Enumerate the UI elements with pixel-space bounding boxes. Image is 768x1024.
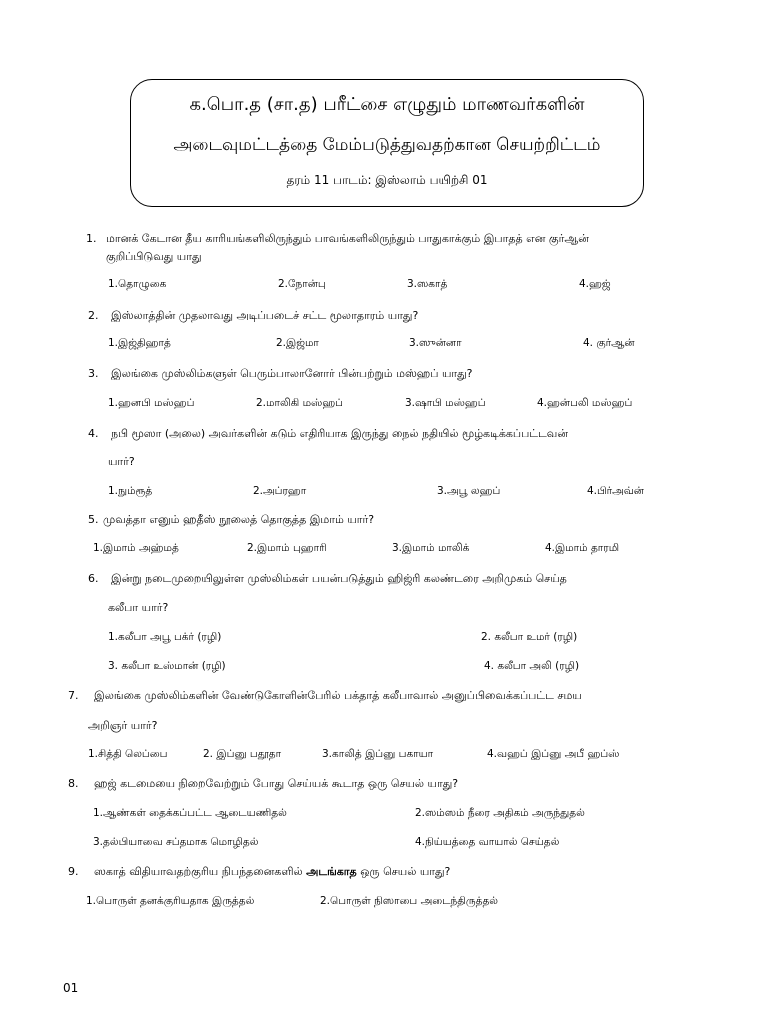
question-1-text-cont: குறிப்பிடுவது யாது bbox=[106, 250, 202, 263]
question-8-option-2[interactable]: 2.ஸம்ஸம் நீரை அதிகம் அருந்துதல் bbox=[415, 807, 585, 819]
question-7-number: 7. bbox=[68, 689, 79, 702]
question-3-option-2[interactable]: 2.மாலிகி மஸ்ஹப் bbox=[256, 397, 343, 409]
question-5-text: முவத்தா எனும் ஹதீஸ் நூலைத் தொகுத்த இமாம் யார்? bbox=[103, 513, 375, 526]
question-1-number: 1. bbox=[86, 232, 97, 245]
question-1-option-4[interactable]: 4.ஹஜ் bbox=[579, 278, 611, 290]
question-9-option-1[interactable]: 1.பொருள் தனக்குரியதாக இருத்தல் bbox=[86, 895, 255, 907]
question-4-number: 4. bbox=[88, 427, 99, 440]
question-5-option-2[interactable]: 2.இமாம் புஹாரி bbox=[247, 542, 327, 554]
question-3-option-4[interactable]: 4.ஹன்பலி மஸ்ஹப் bbox=[537, 397, 633, 409]
question-2-text: இஸ்லாத்தின் முதலாவது அடிப்படைச் சட்ட மூலாதாரம் யாது? bbox=[111, 309, 419, 322]
question-2-option-2[interactable]: 2.இஜ்மா bbox=[276, 337, 319, 349]
question-6-option-2[interactable]: 2. கலீபா உமர் (ரழி) bbox=[481, 631, 578, 643]
header-line-1: க.பொ.த (சா.த) பரீட்சை எழுதும் மாணவர்களின் bbox=[189, 94, 585, 115]
header-line-2: அடைவுமட்டத்தை மேம்படுத்துவதற்கான செயற்றிட்டம் bbox=[173, 135, 601, 155]
question-9-text bbox=[94, 865, 450, 880]
question-8-number: 8. bbox=[68, 777, 79, 790]
question-1-option-1[interactable]: 1.தொழுகை bbox=[108, 278, 167, 290]
page-number: 01 bbox=[63, 981, 79, 995]
question-3-option-3[interactable]: 3.ஷாபி மஸ்ஹப் bbox=[405, 397, 486, 409]
question-2-option-3[interactable]: 3.ஸுன்னா bbox=[409, 337, 462, 349]
question-5-option-1[interactable]: 1.இமாம் அஹ்மத் bbox=[93, 542, 179, 554]
question-2-option-4[interactable]: 4. குர்ஆன் bbox=[583, 337, 635, 349]
question-5-option-4[interactable]: 4.இமாம் தாரமி bbox=[545, 542, 620, 554]
question-3-text: இலங்கை முஸ்லிம்களுள் பெரும்பாலானோர் பின்பற்றும் மஸ்ஹப் யாது? bbox=[111, 367, 473, 380]
question-9-option-2[interactable]: 2.பொருள் நிஸாபை அடைந்திருத்தல் bbox=[320, 895, 499, 907]
question-1-option-3[interactable]: 3.ஸகாத் bbox=[407, 278, 448, 290]
question-6-number: 6. bbox=[88, 572, 99, 585]
question-8-option-4[interactable]: 4.நிய்யத்தை வாயால் செய்தல் bbox=[415, 836, 560, 848]
question-6-text: இன்று நடைமுறையிலுள்ள முஸ்லிம்கள் பயன்படுத்தும் ஹிஜ்ரி கலண்டரை அறிமுகம் செய்த bbox=[111, 572, 567, 585]
question-3-number: 3. bbox=[88, 367, 99, 380]
question-1-text: மானக் கேடான தீய காரியங்களிலிருந்தும் பாவங்களிலிருந்தும் பாதுகாக்கும் இபாதத் என குர்ஆன் bbox=[106, 232, 589, 245]
question-2-option-1[interactable]: 1.இஜ்திஹாத் bbox=[108, 337, 171, 349]
question-8-option-3[interactable]: 3.தல்பியாவை சப்தமாக மொழிதல் bbox=[93, 836, 259, 848]
question-9-text-post: ஒரு செயல் யாது? bbox=[360, 865, 451, 878]
question-6-text-cont: கலீபா யார்? bbox=[108, 601, 169, 614]
question-7-option-2[interactable]: 2. இப்னு பதூதா bbox=[203, 748, 282, 760]
question-6-option-1[interactable]: 1.கலீபா அபூ பக்ர் (ரழி) bbox=[108, 631, 222, 643]
question-1-option-2[interactable]: 2.நோன்பு bbox=[278, 278, 326, 290]
question-9-text-emphasis: அடங்காத bbox=[306, 865, 357, 878]
question-3-option-1[interactable]: 1.ஹனபி மஸ்ஹப் bbox=[108, 397, 195, 409]
question-4-option-4[interactable]: 4.பிர்அவ்ன் bbox=[587, 485, 644, 497]
question-5-number: 5. bbox=[88, 513, 99, 526]
question-4-option-2[interactable]: 2.அப்ரஹா bbox=[253, 485, 307, 497]
question-7-option-4[interactable]: 4.வஹப் இப்னு அபீ ஹப்ஸ் bbox=[487, 748, 620, 760]
question-9-text-pre: ஸகாத் விதியாவதற்குரிய நிபந்தனைகளில் bbox=[94, 865, 303, 878]
question-7-text-cont: அறிஞர் யார்? bbox=[88, 719, 158, 732]
question-4-text-cont: யார்? bbox=[108, 455, 135, 468]
title-box bbox=[130, 79, 644, 207]
question-5-option-3[interactable]: 3.இமாம் மாலிக் bbox=[392, 542, 470, 554]
question-8-option-1[interactable]: 1.ஆண்கள் தைக்கப்பட்ட ஆடையணிதல் bbox=[93, 807, 287, 819]
question-4-text: நபி மூஸா (அலை) அவர்களின் கடும் எதிரியாக இருந்து நைல் நதியில் மூழ்கடிக்கப்பட்டவன் bbox=[111, 427, 568, 440]
question-7-option-1[interactable]: 1.சித்தி லெப்பை bbox=[88, 748, 168, 760]
header-line-3: தரம் 11 பாடம்: இஸ்லாம் பயிற்சி 01 bbox=[286, 173, 488, 187]
question-7-option-3[interactable]: 3.காலித் இப்னு பகாயா bbox=[322, 748, 434, 760]
question-6-option-3[interactable]: 3. கலீபா உஸ்மான் (ரழி) bbox=[108, 660, 226, 672]
question-4-option-3[interactable]: 3.அபூ லஹப் bbox=[437, 485, 501, 497]
question-9-number: 9. bbox=[68, 865, 79, 878]
question-6-option-4[interactable]: 4. கலீபா அலி (ரழி) bbox=[484, 660, 580, 672]
question-4-option-1[interactable]: 1.நும்ரூத் bbox=[108, 485, 153, 497]
question-8-text: ஹஜ் கடமையை நிறைவேற்றும் போது செய்யக் கூடாத ஒரு செயல் யாது? bbox=[94, 777, 459, 790]
question-7-text: இலங்கை முஸ்லிம்களின் வேண்டுகோளின்பேரில் பக்தாத் கலீபாவால் அனுப்பிவைக்கப்பட்ட சமய bbox=[94, 689, 582, 702]
question-2-number: 2. bbox=[88, 309, 99, 322]
